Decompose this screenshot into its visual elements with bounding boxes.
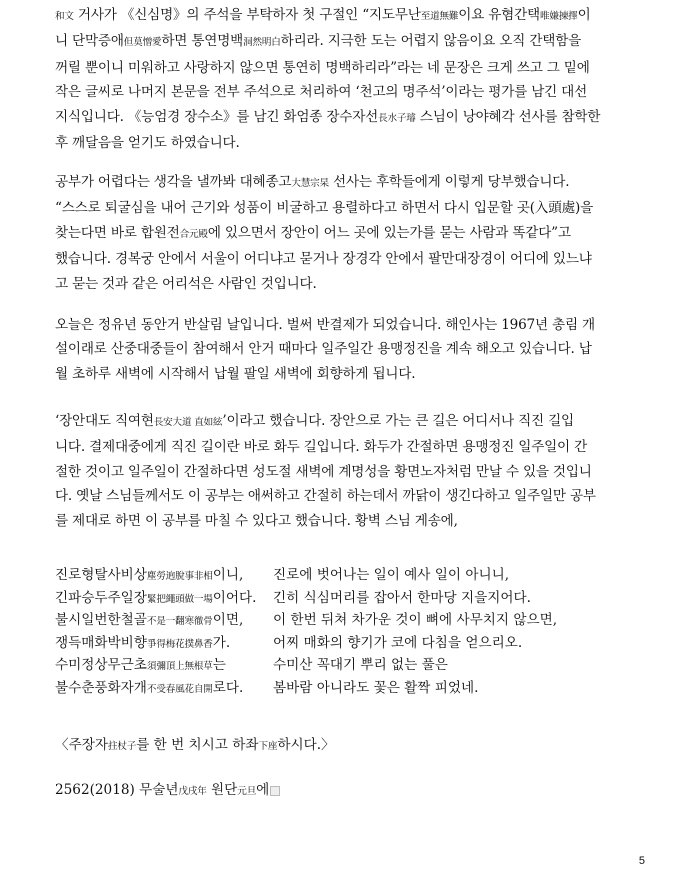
small-mark-icon (270, 786, 280, 796)
text-line (55, 484, 647, 508)
text-run: 는 (212, 657, 226, 674)
text-run: 다. 옛날 스님들께서도 이 공부는 애써하고 간절히 하는데서 까닭이 생긴다하고 일주일만 공부 (55, 488, 596, 505)
hanja-annotation: 大慧宗杲 (291, 178, 329, 189)
text-line (55, 313, 647, 337)
dateline (55, 778, 280, 798)
text-run: 고 묻는 것과 같은 어리석은 사람인 것입니다. (55, 275, 317, 292)
text-run: 2562(2018) 무술년 (55, 782, 179, 798)
text-run: 에 있으면서 장안이 어느 곳에 있는가를 묻는 사람과 똑같다”고 (207, 224, 571, 241)
hanja-annotation: 唯嫌揀擇 (539, 11, 578, 22)
hanja-annotation: 不是一翻寒徹骨 (146, 616, 213, 628)
verse-original (55, 631, 230, 651)
paragraph-daehye (55, 170, 647, 296)
hanja-annotation: 長安大道 直如絃 (153, 417, 223, 428)
text-run: 이요 유혐간택 (458, 7, 540, 23)
verse-row (55, 563, 647, 586)
verse-original (55, 676, 243, 696)
text-run: 거사가 《신심명》의 주석을 부탁하자 첫 구절인 “지도무난 (73, 7, 421, 23)
text-run: 가. (212, 634, 231, 651)
text-run: 이니, (212, 567, 244, 583)
text-line (55, 170, 647, 196)
text-run: 후 깨달음을 얻기도 하였습니다. (55, 135, 240, 152)
verse-original (55, 653, 226, 673)
verse-original (55, 586, 256, 606)
text-run: 하리라. 지극한 도는 어렵지 않음이요 오직 간택함을 (280, 33, 582, 50)
page-number: 5 (638, 855, 645, 867)
text-run: 하면 통연명백 (161, 33, 244, 50)
text-run: 찾는다면 바로 합원전 (55, 224, 180, 241)
text-line (55, 105, 647, 131)
text-line (55, 272, 647, 296)
hanja-annotation: 下座 (258, 741, 278, 752)
paragraph-jangan-daedo (55, 409, 647, 533)
verse-row (55, 676, 647, 699)
text-run: 월 초하루 새벽에 시작해서 납월 팔일 새벽에 회향하게 됩니다. (55, 365, 416, 382)
text-run: 했습니다. 경복궁 안에서 서울이 어디냐고 묻거나 장경각 안에서 팔만대장경이 어디에 있느냐 (55, 251, 592, 268)
verse-translation: 긴히 식심머리를 잡아서 한마당 지을지어다. (273, 589, 531, 606)
hanja-annotation: 爭得梅花撲鼻香 (146, 638, 213, 650)
text-line (55, 221, 647, 247)
text-line (55, 29, 647, 55)
text-run: 이어다. (212, 589, 257, 606)
text-run: 스님이 낭야혜각 선사를 참학한 (415, 108, 601, 125)
verse-row (55, 653, 647, 676)
text-line (55, 131, 647, 155)
text-run: 꺼릴 뿐이니 미워하고 사랑하지 않으면 통연히 명백하리라”라는 네 문장은 크게 쓰고 그 밑에 (55, 59, 590, 76)
verse-row (55, 608, 647, 631)
verse-row (55, 586, 647, 609)
text-run: 진로형탈사비상 (55, 567, 147, 583)
text-line (55, 362, 647, 386)
text-line (55, 247, 647, 271)
text-run: ‘장안대도 직여현 (55, 413, 154, 429)
verse-translation: 어찌 매화의 향기가 코에 다침을 얻으리오. (273, 634, 523, 651)
text-run: 이 (577, 7, 591, 23)
hanja-annotation: 塵勞逈脫事非相 (146, 571, 213, 582)
text-line (55, 460, 647, 484)
verse-translation: 이 한번 뒤쳐 차가운 것이 뼈에 사무치지 않으면, (273, 612, 558, 629)
text-run: 오늘은 정유년 동안거 반살림 날입니다. 벌써 반결제가 되었습니다. 해인사는 1967년 총림 개 (55, 317, 595, 333)
text-run: 지식입니다. 《능엄경 장수소》를 남긴 화엄종 장수자선 (55, 108, 379, 125)
hwangbyeok-verse (55, 563, 647, 699)
text-line (55, 409, 647, 435)
hanja-annotation: 須彌頂上無根草 (146, 661, 213, 673)
text-run: ’이라고 했습니다. 장안으로 가는 큰 길은 어디서나 직진 길입 (222, 413, 574, 429)
text-run: 원단 (206, 782, 238, 798)
text-line (55, 3, 647, 29)
text-run: 이면, (212, 612, 244, 629)
text-run: 공부가 어렵다는 생각을 낼까봐 대혜종고 (55, 174, 292, 190)
hanja-annotation: 拄杖子 (108, 741, 137, 752)
closing-remark (55, 733, 335, 753)
text-run: 불수춘풍화자개 (55, 679, 147, 696)
text-run: 쟁득매화박비향 (55, 634, 147, 651)
text-line (55, 435, 647, 459)
text-run: 를 한 번 치시고 하좌 (136, 737, 259, 753)
text-run: 에 (256, 782, 270, 798)
text-run: 니다. 결제대중에게 직진 길이란 바로 화두 길입니다. 화두가 간절하면 용맹정진 일주일이 간 (55, 439, 588, 456)
hanja-annotation: 和文 (55, 11, 74, 22)
text-line (55, 196, 647, 220)
text-run: 하시다.〉 (277, 737, 335, 753)
verse-translation: 진로에 벗어나는 일이 예사 일이 아니니, (273, 567, 510, 583)
verse-original (55, 563, 243, 583)
hanja-annotation: 至道無難 (420, 11, 459, 22)
verse-row (55, 631, 647, 654)
text-run: 를 제대로 하면 이 공부를 마칠 수 있다고 했습니다. 황벽 스님 게송에, (55, 512, 458, 529)
text-run: 니 단막증애 (55, 33, 124, 50)
text-line (55, 80, 647, 104)
hanja-annotation: 不受春風花自開 (146, 683, 213, 695)
text-run: 작은 글씨로 나머지 본문을 전부 주석으로 처리하여 ‘천고의 명주석’이라는 평가를 남긴 대선 (55, 84, 588, 101)
text-run: 설이래로 산중대중들이 참여해서 안거 때마다 일주일간 용맹정진을 계속 해오고 있습니다. 납 (55, 341, 592, 358)
paragraph-shinsimmyeong (55, 3, 647, 155)
text-run: 절한 것이고 일주일이 간절하다면 성도절 새벽에 계명성을 황면노자처럼 만날 수 있을 것입니 (55, 463, 592, 480)
text-run: 〈주장자 (55, 737, 108, 753)
text-line (55, 56, 647, 80)
text-run: 로다. (212, 679, 244, 696)
text-run: 수미정상무근초 (55, 657, 147, 674)
text-line (55, 337, 647, 361)
text-line (55, 509, 647, 533)
hanja-annotation: 洞然明白 (243, 37, 281, 49)
hanja-annotation: 緊把繩頭做一場 (146, 593, 213, 605)
hanja-annotation: 合元殿 (179, 228, 208, 240)
verse-translation: 수미산 꼭대기 뿌리 없는 풀은 (273, 657, 448, 674)
paragraph-dongangeo (55, 313, 647, 386)
verse-original (55, 608, 243, 628)
hanja-annotation: 戊戌年 (178, 786, 207, 797)
hanja-annotation: 但莫憎愛 (123, 37, 162, 49)
verse-translation: 봄바람 아니라도 꽃은 활짝 피었네. (273, 679, 479, 696)
hanja-annotation: 長水子璿 (378, 112, 416, 124)
text-run: 긴파승두주일장 (55, 589, 147, 606)
text-run: “스스로 퇴굴심을 내어 근기와 성품이 비굴하고 용렬하다고 하면서 다시 입문할 곳(入頭處)을 (55, 200, 594, 217)
text-run: 선사는 후학들에게 이렇게 당부했습니다. (328, 174, 570, 190)
hanja-annotation: 元旦 (237, 786, 257, 797)
text-run: 불시일번한철골 (55, 612, 147, 629)
